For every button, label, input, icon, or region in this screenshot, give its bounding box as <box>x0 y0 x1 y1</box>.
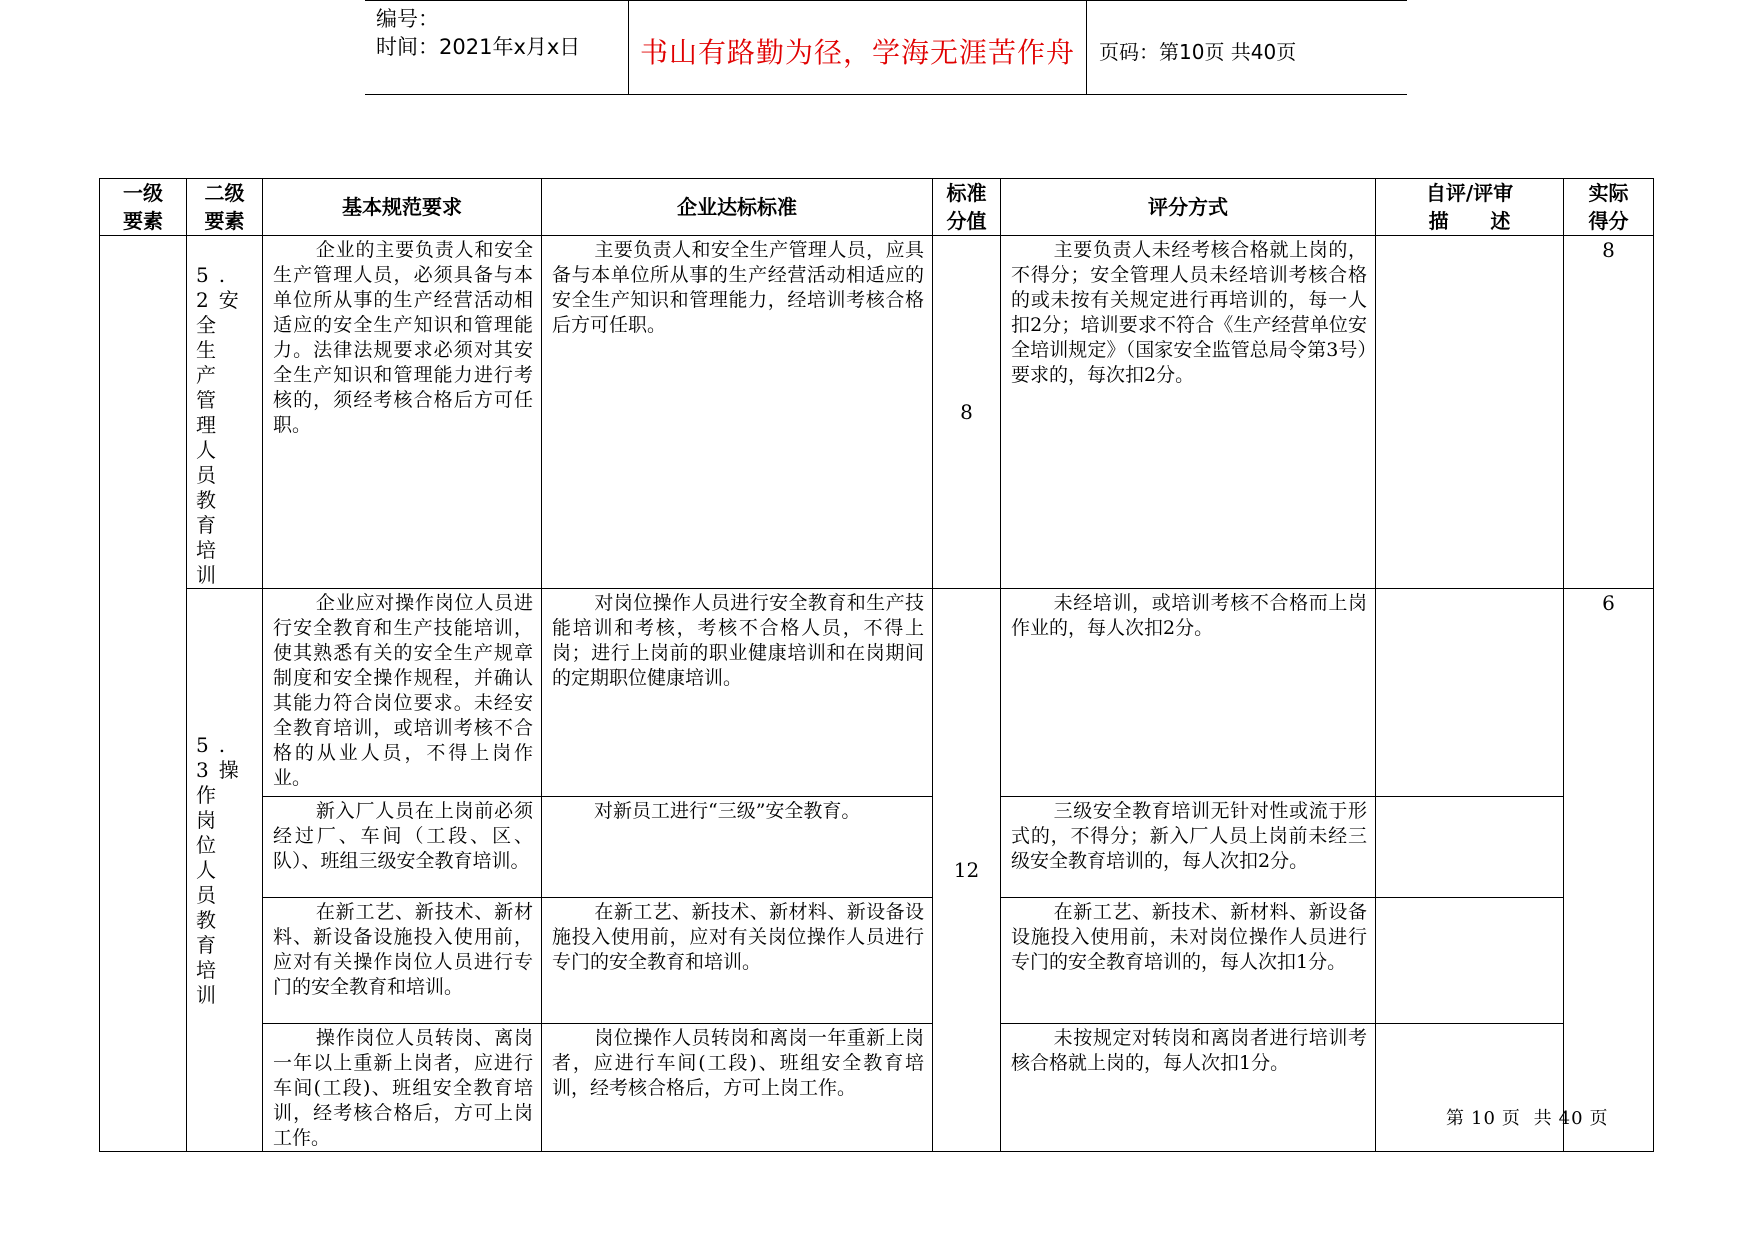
footer-page-word: 第 <box>1446 1108 1465 1129</box>
document-number-label: 编号： <box>376 7 439 31</box>
header-page-cell <box>1087 0 1407 94</box>
standard-score: 12 <box>953 858 980 882</box>
table-row <box>100 589 1654 797</box>
header-motto-cell <box>629 0 1087 94</box>
sub-element-label: 5.3操作岗位人员教育培训 <box>196 732 249 1007</box>
actual-score-cell <box>1564 236 1654 589</box>
standard-text: 主要负责人和安全生产管理人员，应具备与本单位所从事的生产经营活动相适应的安全生产知识和管理能力，经培训考核合格后方可任职。 <box>552 239 924 336</box>
requirement-text: 企业的主要负责人和安全生产管理人员，必须具备与本单位所从事的生产经营活动相适应的安全生产知识和管理能力。法律法规要求必须对其安全生产知识和管理能力进行考核的，须经考核合格后方可任职。 <box>273 239 533 436</box>
standard-score-cell <box>933 589 1001 1152</box>
col-header-actual: 实际 得分 <box>1564 179 1654 236</box>
requirement-text: 在新工艺、新技术、新材料、新设备设施投入使用前，应对有关操作岗位人员进行专门的安全教育和培训。 <box>273 901 533 998</box>
header-info-cell <box>365 0 629 94</box>
footer-total-number: 40 <box>1558 1108 1584 1129</box>
col-header-score: 标准 分值 <box>933 179 1001 236</box>
footer-page-number: 10 <box>1471 1108 1496 1129</box>
table-header-row <box>100 179 1654 236</box>
scoring-cell <box>1001 1024 1376 1152</box>
col-header-scoring: 评分方式 <box>1001 179 1376 236</box>
standard-score-cell <box>933 236 1001 589</box>
page-footer <box>1443 1104 1612 1130</box>
requirement-cell <box>263 236 542 589</box>
footer-total-word-2: 页 <box>1589 1108 1609 1129</box>
assessment-cell <box>1376 797 1564 898</box>
sub-element-label: 5.2安全生产管理人员教育培训 <box>196 263 249 587</box>
footer-page-word-2: 页 <box>1501 1108 1521 1129</box>
actual-score: 6 <box>1602 591 1615 615</box>
scoring-text: 未经培训，或培训考核不合格而上岗作业的，每人次扣2分。 <box>1011 592 1367 639</box>
standard-cell <box>542 797 933 898</box>
requirement-text: 新入厂人员在上岗前必须经过厂、车间（工段、区、队）、班组三级安全教育培训。 <box>273 800 533 872</box>
header-page-info: 页码：第10页 共40页 <box>1099 40 1297 64</box>
standard-cell <box>542 236 933 589</box>
standard-text: 岗位操作人员转岗和离岗一年重新上岗者，应进行车间(工段)、班组安全教育培训，经考核合格后，方可上岗工作。 <box>552 1027 924 1099</box>
scoring-cell <box>1001 589 1376 797</box>
standard-text: 在新工艺、新技术、新材料、新设备设施投入使用前，应对有关岗位操作人员进行专门的安全教育和培训。 <box>552 901 924 973</box>
table-row <box>100 236 1654 589</box>
scoring-text: 主要负责人未经考核合格就上岗的，不得分；安全管理人员未经培训考核合格的或未按有关规定进行再培训的，每一人扣2分；培训要求不符合《生产经营单位安全培训规定》（国家安全监管总局令第3号）要求的，每次扣2分。 <box>1011 239 1367 386</box>
level1-cell <box>100 236 187 1152</box>
col-header-assessment: 自评/评审 描 述 <box>1376 179 1564 236</box>
table-row <box>100 1024 1654 1152</box>
requirement-cell <box>263 589 542 797</box>
col-header-level1: 一级 要素 <box>100 179 187 236</box>
document-date: 时间：2021年x月x日 <box>376 35 581 59</box>
scoring-cell <box>1001 236 1376 589</box>
sub-element-cell <box>187 589 263 1152</box>
assessment-cell <box>1376 898 1564 1024</box>
assessment-cell <box>1376 236 1564 589</box>
requirement-cell <box>263 797 542 898</box>
table-row <box>100 898 1654 1024</box>
scoring-text: 未按规定对转岗和离岗者进行培训考核合格就上岗的，每人次扣1分。 <box>1011 1027 1367 1074</box>
requirement-cell <box>263 1024 542 1152</box>
standards-table <box>99 178 1654 1152</box>
requirement-text: 操作岗位人员转岗、离岗一年以上重新上岗者，应进行车间(工段)、班组安全教育培训，经考核合格后，方可上岗工作。 <box>273 1027 533 1149</box>
requirement-cell <box>263 898 542 1024</box>
table-row <box>100 797 1654 898</box>
actual-score-cell <box>1564 589 1654 1152</box>
header-motto: 书山有路勤为径，学海无涯苦作舟 <box>639 36 1075 69</box>
standard-score: 8 <box>960 400 973 424</box>
page-header <box>365 0 1407 95</box>
assessment-cell <box>1376 589 1564 797</box>
sub-element-cell <box>187 236 263 589</box>
standard-text: 对新员工进行“三级”安全教育。 <box>594 800 861 822</box>
standard-cell <box>542 589 933 797</box>
col-header-standard: 企业达标标准 <box>542 179 933 236</box>
scoring-text: 在新工艺、新技术、新材料、新设备设施投入使用前，未对岗位操作人员进行专门的安全教育培训的，每人次扣1分。 <box>1011 901 1367 973</box>
col-header-requirement: 基本规范要求 <box>263 179 542 236</box>
col-header-level2: 二级 要素 <box>187 179 263 236</box>
standard-text: 对岗位操作人员进行安全教育和生产技能培训和考核，考核不合格人员，不得上岗；进行上岗前的职业健康培训和在岗期间的定期职位健康培训。 <box>552 592 924 689</box>
footer-total-word: 共 <box>1533 1108 1553 1129</box>
assessment-cell <box>1376 1024 1564 1152</box>
standard-cell <box>542 898 933 1024</box>
scoring-text: 三级安全教育培训无针对性或流于形式的，不得分；新入厂人员上岗前未经三级安全教育培训的，每人次扣2分。 <box>1011 800 1367 872</box>
standard-cell <box>542 1024 933 1152</box>
scoring-cell <box>1001 898 1376 1024</box>
requirement-text: 企业应对操作岗位人员进行安全教育和生产技能培训，使其熟悉有关的安全生产规章制度和安全操作规程，并确认其能力符合岗位要求。未经安全教育培训，或培训考核不合格的从业人员，不得上岗作业。 <box>273 592 533 789</box>
scoring-cell <box>1001 797 1376 898</box>
actual-score: 8 <box>1602 238 1615 262</box>
